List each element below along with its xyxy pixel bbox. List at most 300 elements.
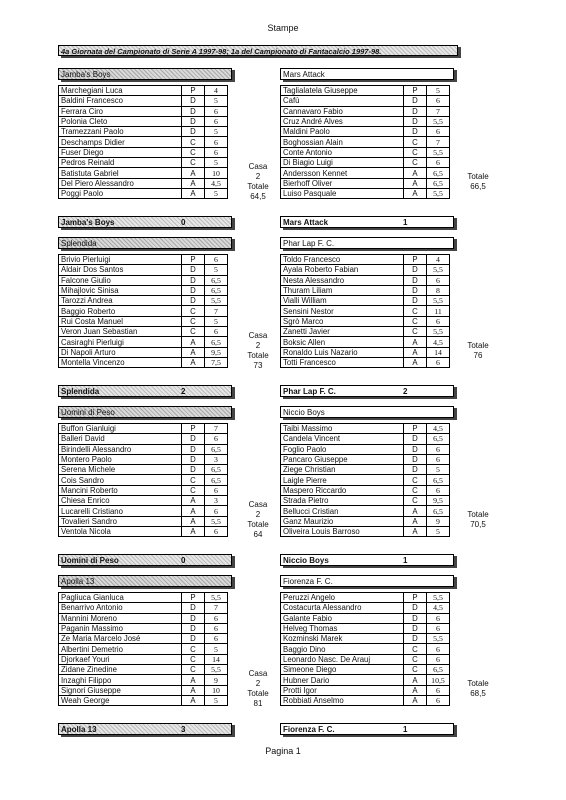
summary-line: Casa xyxy=(248,162,268,171)
player-row xyxy=(59,316,228,326)
player-role: D xyxy=(182,444,205,454)
home-roster-table xyxy=(58,592,228,706)
player-role: C xyxy=(404,644,427,654)
player-role: A xyxy=(182,347,205,357)
player-points: 4,5 xyxy=(427,337,450,347)
player-name: Baggio Dino xyxy=(281,644,404,654)
player-name: Nesta Alessandro xyxy=(281,275,404,285)
player-points: 4,5 xyxy=(205,178,228,188)
player-points: 3 xyxy=(205,454,228,464)
player-name: Zanetti Javier xyxy=(281,327,404,337)
match-block xyxy=(58,68,488,228)
player-points: 7 xyxy=(205,424,228,434)
player-name: Birindelli Alessandro xyxy=(59,444,182,454)
player-role: D xyxy=(404,444,427,454)
match-block xyxy=(58,406,488,566)
player-row xyxy=(281,188,450,198)
player-row xyxy=(59,444,228,454)
player-points: 5 xyxy=(205,265,228,275)
player-points: 9,5 xyxy=(427,496,450,506)
player-points: 4 xyxy=(427,255,450,265)
away-result-bar xyxy=(280,723,454,735)
player-row xyxy=(59,137,228,147)
player-row xyxy=(59,675,228,685)
player-row xyxy=(59,623,228,633)
player-role: A xyxy=(182,685,205,695)
player-points: 6 xyxy=(205,116,228,126)
player-points: 6 xyxy=(427,644,450,654)
result-score: 0 xyxy=(181,218,186,227)
player-name: Inzaghi Filippo xyxy=(59,675,182,685)
player-points: 5 xyxy=(427,465,450,475)
player-row xyxy=(59,434,228,444)
player-name: Mancini Roberto xyxy=(59,485,182,495)
player-row xyxy=(281,357,450,367)
player-row xyxy=(59,454,228,464)
player-name: Cruz André Alves xyxy=(281,116,404,126)
summary-line: Totale xyxy=(247,689,269,698)
result-team-name: Niccio Boys xyxy=(283,556,329,565)
player-name: Toldo Francesco xyxy=(281,255,404,265)
player-points: 6,5 xyxy=(427,178,450,188)
player-points: 4,5 xyxy=(427,424,450,434)
player-role: D xyxy=(404,285,427,295)
page-footer: Pagina 1 xyxy=(265,746,301,756)
player-name: Zidane Zinedine xyxy=(59,665,182,675)
player-points: 10 xyxy=(205,685,228,695)
player-row xyxy=(281,265,450,275)
player-name: Signori Giuseppe xyxy=(59,685,182,695)
player-row xyxy=(281,516,450,526)
player-row xyxy=(59,116,228,126)
player-row xyxy=(59,496,228,506)
player-name: Maldini Paolo xyxy=(281,127,404,137)
player-row xyxy=(281,695,450,705)
player-role: A xyxy=(404,526,427,536)
player-row xyxy=(281,465,450,475)
summary-line: Casa xyxy=(248,669,268,678)
player-row xyxy=(281,255,450,265)
player-role: A xyxy=(404,178,427,188)
player-name: Baldini Francesco xyxy=(59,96,182,106)
result-team-name: Mars Attack xyxy=(283,218,329,227)
player-name: Pancaro Giuseppe xyxy=(281,454,404,464)
away-roster-table xyxy=(280,85,450,199)
player-points: 5,5 xyxy=(427,296,450,306)
player-row xyxy=(281,603,450,613)
player-role: A xyxy=(182,526,205,536)
player-name: Chiesa Enrico xyxy=(59,496,182,506)
player-name: Serena Michele xyxy=(59,465,182,475)
player-name: Fuser Diego xyxy=(59,147,182,157)
player-points: 6,5 xyxy=(427,475,450,485)
player-role: D xyxy=(404,623,427,633)
player-points: 6 xyxy=(205,434,228,444)
player-points: 5 xyxy=(205,316,228,326)
player-row xyxy=(59,654,228,664)
player-row xyxy=(281,424,450,434)
player-role: C xyxy=(404,327,427,337)
player-row xyxy=(59,96,228,106)
player-name: Cannavaro Fabio xyxy=(281,106,404,116)
player-row xyxy=(281,86,450,96)
player-points: 7,5 xyxy=(205,357,228,367)
player-points: 6,5 xyxy=(427,665,450,675)
player-role: D xyxy=(182,265,205,275)
summary-line: 64 xyxy=(253,530,263,539)
player-name: Brivio Pierluigi xyxy=(59,255,182,265)
home-result-bar xyxy=(58,216,232,228)
player-role: A xyxy=(404,357,427,367)
player-name: Boghossian Alain xyxy=(281,137,404,147)
player-row xyxy=(59,526,228,536)
player-role: C xyxy=(182,158,205,168)
player-points: 6,5 xyxy=(427,506,450,516)
away-roster-table xyxy=(280,254,450,368)
player-row xyxy=(59,475,228,485)
player-row xyxy=(281,654,450,664)
player-name: Foglio Paolo xyxy=(281,444,404,454)
player-role: D xyxy=(182,106,205,116)
player-points: 5,5 xyxy=(427,634,450,644)
player-points: 6 xyxy=(205,485,228,495)
player-role: C xyxy=(404,654,427,664)
player-points: 6 xyxy=(205,623,228,633)
result-score: 1 xyxy=(403,556,408,565)
player-name: Peruzzi Angelo xyxy=(281,593,404,603)
player-row xyxy=(281,327,450,337)
player-row xyxy=(281,306,450,316)
player-name: Ze Maria Marcelo José xyxy=(59,634,182,644)
player-name: Baggio Roberto xyxy=(59,306,182,316)
result-score: 1 xyxy=(403,725,408,734)
player-name: Albertini Demetrio xyxy=(59,644,182,654)
home-roster-table xyxy=(58,423,228,537)
player-role: C xyxy=(404,475,427,485)
match-block xyxy=(58,237,488,397)
player-role: P xyxy=(404,255,427,265)
player-name: Cois Sandro xyxy=(59,475,182,485)
away-result-bar xyxy=(280,385,454,397)
player-row xyxy=(281,475,450,485)
player-name: Candela Vincent xyxy=(281,434,404,444)
player-points: 6 xyxy=(427,485,450,495)
player-name: Benarrivo Antonio xyxy=(59,603,182,613)
player-role: D xyxy=(404,96,427,106)
player-row xyxy=(59,424,228,434)
player-row xyxy=(281,644,450,654)
player-name: Laigle Pierre xyxy=(281,475,404,485)
player-row xyxy=(281,347,450,357)
player-row xyxy=(281,454,450,464)
player-row xyxy=(281,296,450,306)
player-name: Casiraghi Pierluigi xyxy=(59,337,182,347)
player-row xyxy=(281,485,450,495)
summary-line: 73 xyxy=(253,361,263,370)
player-role: C xyxy=(182,316,205,326)
player-points: 9 xyxy=(205,675,228,685)
player-points: 5 xyxy=(205,695,228,705)
player-row xyxy=(59,86,228,96)
player-points: 6,5 xyxy=(205,465,228,475)
player-role: D xyxy=(404,434,427,444)
player-points: 14 xyxy=(427,347,450,357)
summary-line: Casa xyxy=(248,331,268,340)
player-role: A xyxy=(404,337,427,347)
away-team-header: Mars Attack xyxy=(280,68,454,80)
player-role: C xyxy=(182,306,205,316)
player-points: 5,5 xyxy=(427,327,450,337)
home-summary xyxy=(238,669,278,709)
player-row xyxy=(281,137,450,147)
player-row xyxy=(281,444,450,454)
player-name: Del Piero Alessandro xyxy=(59,178,182,188)
player-role: D xyxy=(182,465,205,475)
away-roster-table xyxy=(280,592,450,706)
player-row xyxy=(281,158,450,168)
home-team-header: Jamba's Boys xyxy=(58,68,232,80)
result-score: 0 xyxy=(181,556,186,565)
player-row xyxy=(59,613,228,623)
player-points: 3 xyxy=(205,496,228,506)
player-row xyxy=(281,106,450,116)
result-score: 3 xyxy=(181,725,186,734)
player-points: 7 xyxy=(205,306,228,316)
player-role: D xyxy=(404,634,427,644)
home-team-header: Uomini di Peso xyxy=(58,406,232,418)
summary-line: Totale xyxy=(467,510,489,519)
player-row xyxy=(281,147,450,157)
player-role: D xyxy=(182,275,205,285)
player-name: Balleri David xyxy=(59,434,182,444)
player-points: 9,5 xyxy=(205,347,228,357)
home-result-bar xyxy=(58,554,232,566)
player-name: Leonardo Nasc. De Arauj xyxy=(281,654,404,664)
player-name: Galante Fabio xyxy=(281,613,404,623)
player-name: Di Napoli Arturo xyxy=(59,347,182,357)
player-points: 5 xyxy=(205,96,228,106)
home-summary xyxy=(238,500,278,540)
home-summary xyxy=(238,162,278,202)
player-name: Strada Pietro xyxy=(281,496,404,506)
player-points: 6 xyxy=(427,613,450,623)
player-points: 6 xyxy=(205,137,228,147)
player-points: 7 xyxy=(427,137,450,147)
player-row xyxy=(281,685,450,695)
player-name: Marchegiani Luca xyxy=(59,86,182,96)
player-points: 6,5 xyxy=(427,168,450,178)
player-points: 6 xyxy=(205,526,228,536)
player-name: Totti Francesco xyxy=(281,357,404,367)
player-role: A xyxy=(404,685,427,695)
player-row xyxy=(281,526,450,536)
player-name: Lucarelli Cristiano xyxy=(59,506,182,516)
player-points: 5 xyxy=(427,86,450,96)
summary-line: Totale xyxy=(467,341,489,350)
player-row xyxy=(281,623,450,633)
away-team-header: Fiorenza F. C. xyxy=(280,575,454,587)
player-points: 7 xyxy=(205,603,228,613)
player-name: Costacurta Alessandro xyxy=(281,603,404,613)
player-points: 8 xyxy=(427,285,450,295)
player-name: Mannini Moreno xyxy=(59,613,182,623)
player-points: 6,5 xyxy=(205,475,228,485)
player-row xyxy=(59,296,228,306)
player-role: D xyxy=(404,275,427,285)
summary-line: 2 xyxy=(255,341,261,350)
player-row xyxy=(59,255,228,265)
player-role: A xyxy=(182,178,205,188)
player-row xyxy=(59,593,228,603)
player-name: Andersson Kennet xyxy=(281,168,404,178)
player-role: D xyxy=(404,603,427,613)
result-team-name: Fiorenza F. C. xyxy=(283,725,335,734)
player-points: 6 xyxy=(427,444,450,454)
player-role: A xyxy=(182,506,205,516)
player-row xyxy=(59,506,228,516)
player-role: A xyxy=(182,496,205,506)
result-score: 2 xyxy=(403,387,408,396)
player-name: Vialli William xyxy=(281,296,404,306)
away-team-header: Niccio Boys xyxy=(280,406,454,418)
player-name: Paganin Massimo xyxy=(59,623,182,633)
player-role: A xyxy=(182,695,205,705)
player-role: C xyxy=(404,147,427,157)
player-role: C xyxy=(404,496,427,506)
player-name: Luiso Pasquale xyxy=(281,188,404,198)
player-row xyxy=(281,178,450,188)
player-points: 6,5 xyxy=(205,337,228,347)
player-role: P xyxy=(404,424,427,434)
summary-line: 81 xyxy=(253,699,263,708)
summary-line: 76 xyxy=(473,351,483,360)
player-role: C xyxy=(182,665,205,675)
player-name: Batistuta Gabriel xyxy=(59,168,182,178)
player-points: 5 xyxy=(205,188,228,198)
player-role: C xyxy=(182,327,205,337)
player-points: 6 xyxy=(205,147,228,157)
summary-line: 66,5 xyxy=(470,182,486,191)
player-name: Mihajlovic Sinisa xyxy=(59,285,182,295)
player-row xyxy=(59,465,228,475)
player-role: D xyxy=(404,106,427,116)
away-team-header: Phar Lap F. C. xyxy=(280,237,454,249)
summary-line: Totale xyxy=(247,182,269,191)
home-result-bar xyxy=(58,723,232,735)
player-row xyxy=(59,516,228,526)
player-role: A xyxy=(404,516,427,526)
player-row xyxy=(59,665,228,675)
player-role: A xyxy=(404,347,427,357)
player-role: D xyxy=(182,613,205,623)
player-points: 6,5 xyxy=(427,434,450,444)
matchday-banner: 4a Giornata del Campionato di Serie A 1997-98; 1a del Campionato di Fantacalcio 1997-98. xyxy=(58,45,458,56)
player-row xyxy=(59,158,228,168)
player-points: 5,5 xyxy=(427,147,450,157)
player-row xyxy=(59,275,228,285)
home-result-bar xyxy=(58,385,232,397)
player-row xyxy=(59,265,228,275)
player-points: 6 xyxy=(205,327,228,337)
player-role: A xyxy=(182,337,205,347)
player-role: A xyxy=(404,675,427,685)
player-name: Buffon Gianluigi xyxy=(59,424,182,434)
away-summary xyxy=(458,172,498,192)
home-team-header: Splendida xyxy=(58,237,232,249)
summary-line: 70,5 xyxy=(470,520,486,529)
player-role: D xyxy=(182,454,205,464)
player-role: A xyxy=(404,506,427,516)
player-role: A xyxy=(182,357,205,367)
player-name: Polonia Cleto xyxy=(59,116,182,126)
player-name: Rui Costa Manuel xyxy=(59,316,182,326)
player-row xyxy=(281,316,450,326)
player-role: A xyxy=(404,188,427,198)
player-row xyxy=(59,327,228,337)
player-name: Sgrò Marco xyxy=(281,316,404,326)
player-role: D xyxy=(182,634,205,644)
player-points: 5,5 xyxy=(205,296,228,306)
player-points: 5,5 xyxy=(427,265,450,275)
player-name: Ronaldo Luis Nazario xyxy=(281,347,404,357)
player-role: C xyxy=(404,137,427,147)
player-role: C xyxy=(404,485,427,495)
player-row xyxy=(281,634,450,644)
summary-line: 2 xyxy=(255,510,261,519)
away-result-bar xyxy=(280,554,454,566)
summary-line: 2 xyxy=(255,172,261,181)
player-points: 6 xyxy=(427,127,450,137)
player-role: C xyxy=(182,654,205,664)
player-role: A xyxy=(404,168,427,178)
player-name: Ziege Christian xyxy=(281,465,404,475)
player-row xyxy=(59,188,228,198)
player-points: 5 xyxy=(205,644,228,654)
player-row xyxy=(281,168,450,178)
player-name: Tarozzi Andrea xyxy=(59,296,182,306)
player-role: A xyxy=(182,675,205,685)
player-points: 6 xyxy=(427,96,450,106)
player-role: D xyxy=(182,96,205,106)
summary-line: 2 xyxy=(255,679,261,688)
player-points: 5 xyxy=(205,127,228,137)
player-role: C xyxy=(404,306,427,316)
player-row xyxy=(59,357,228,367)
player-name: Bellucci Cristian xyxy=(281,506,404,516)
player-row xyxy=(59,147,228,157)
player-row xyxy=(59,337,228,347)
away-result-bar xyxy=(280,216,454,228)
player-row xyxy=(281,96,450,106)
player-role: C xyxy=(182,475,205,485)
player-role: D xyxy=(404,465,427,475)
player-row xyxy=(59,127,228,137)
player-name: Ayala Roberto Fabian xyxy=(281,265,404,275)
player-name: Poggi Paolo xyxy=(59,188,182,198)
player-name: Hubner Dario xyxy=(281,675,404,685)
player-name: Thuram Liliam xyxy=(281,285,404,295)
player-points: 6 xyxy=(205,255,228,265)
player-row xyxy=(59,695,228,705)
player-row xyxy=(59,485,228,495)
player-name: Cafù xyxy=(281,96,404,106)
player-points: 10,5 xyxy=(427,675,450,685)
summary-line: Totale xyxy=(467,679,489,688)
player-name: Veron Juan Sebastian xyxy=(59,327,182,337)
player-points: 5,5 xyxy=(205,665,228,675)
player-role: P xyxy=(182,86,205,96)
away-summary xyxy=(458,679,498,699)
